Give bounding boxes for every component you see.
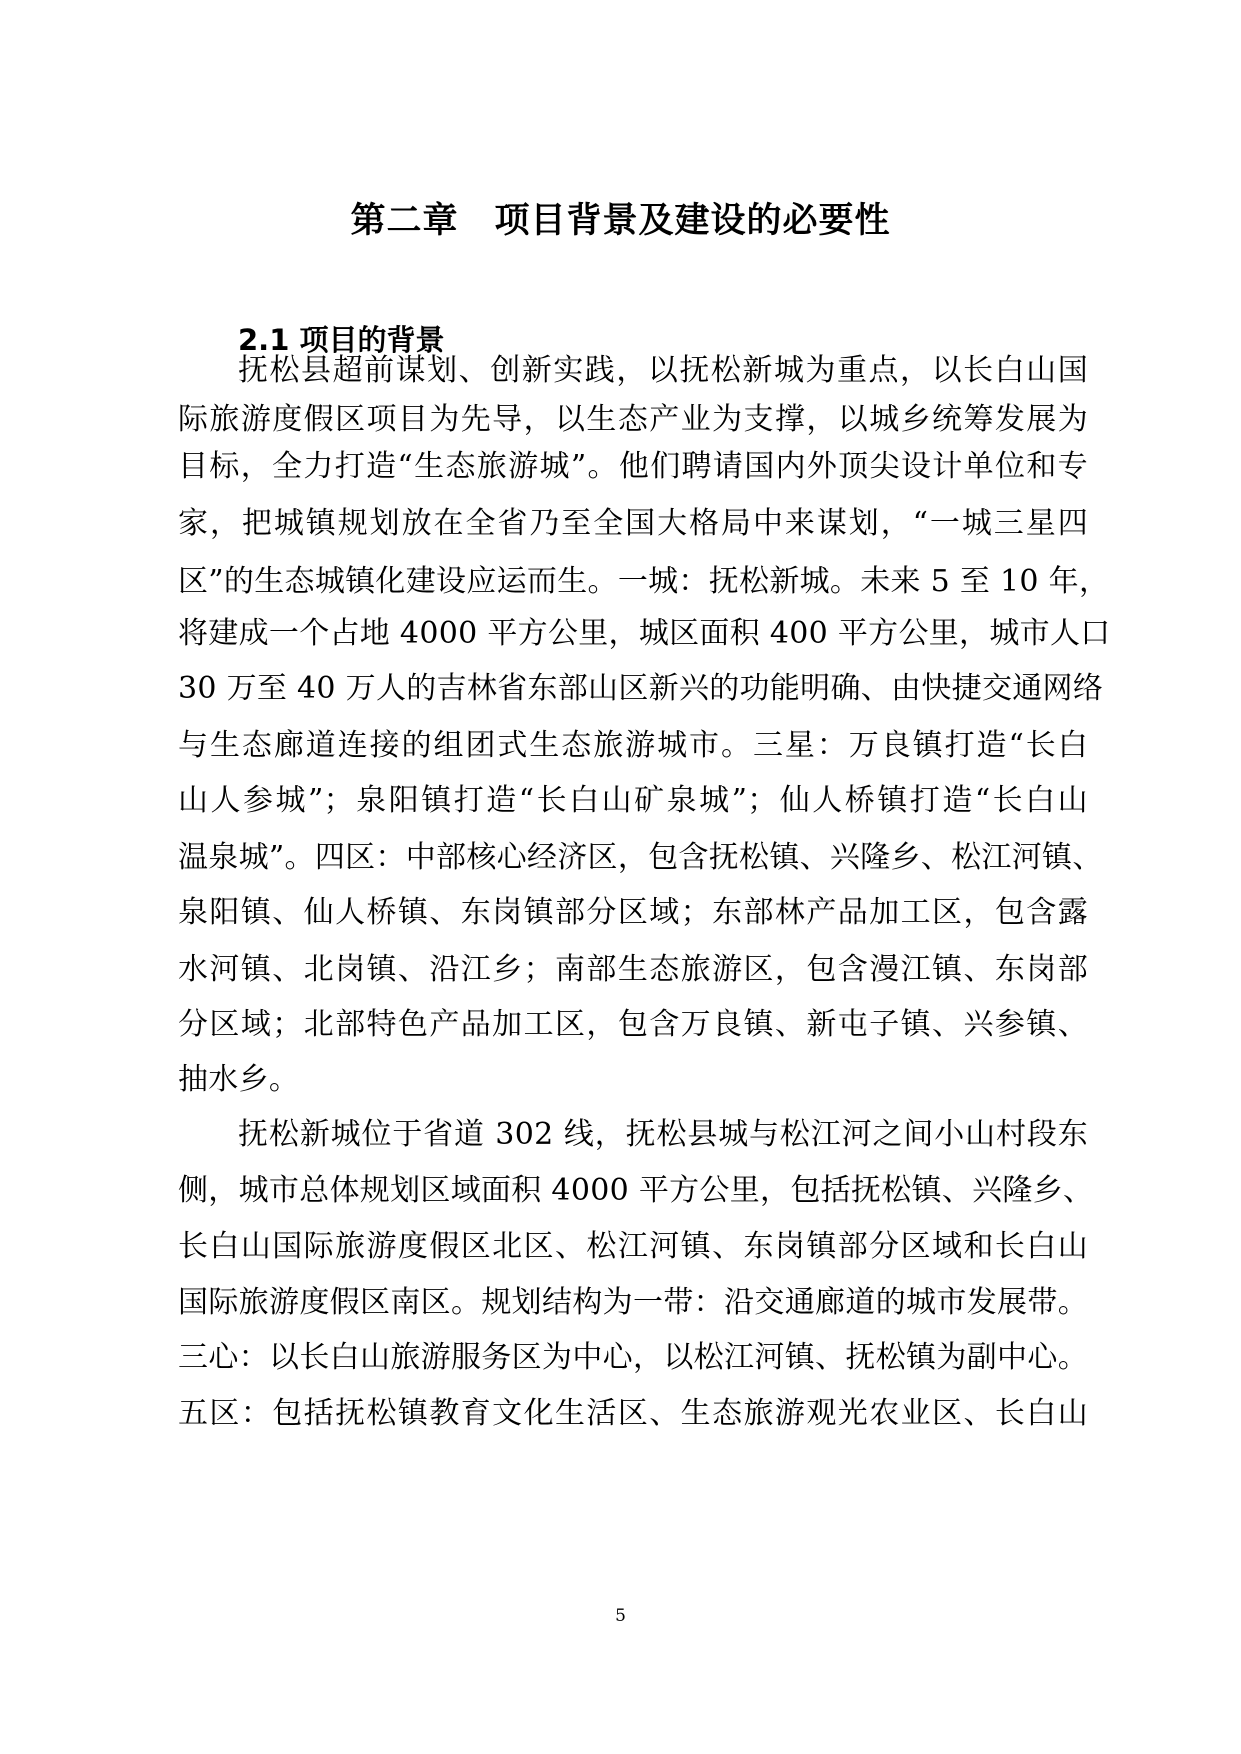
paragraph-line: 侧，城市总体规划区域面积 4000 平方公里，包括抚松镇、兴隆乡、: [178, 1173, 1094, 1208]
paragraph-line: 泉阳镇、仙人桥镇、东岗镇部分区域；东部林产品加工区，包含露: [178, 895, 1088, 930]
paragraph-line: 际旅游度假区项目为先导，以生态产业为支撑，以城乡统筹发展为: [178, 402, 1088, 437]
paragraph-line: 山人参城”；泉阳镇打造“长白山矿泉城”；仙人桥镇打造“长白山: [178, 783, 1088, 818]
paragraph-line: 水河镇、北岗镇、沿江乡；南部生态旅游区，包含漫江镇、东岗部: [178, 952, 1088, 987]
paragraph-line: 将建成一个占地 4000 平方公里，城区面积 400 平方公里，城市人口: [178, 616, 1111, 651]
paragraph-line: 与生态廊道连接的组团式生态旅游城市。三星：万良镇打造“长白: [178, 728, 1088, 763]
paragraph-line: 抽水乡。: [178, 1062, 300, 1097]
paragraph-line: 温泉城”。四区：中部核心经济区，包含抚松镇、兴隆乡、松江河镇、: [178, 840, 1103, 875]
paragraph-line: 抚松县超前谋划、创新实践，以抚松新城为重点，以长白山国: [238, 353, 1088, 388]
paragraph-line: 三心：以长白山旅游服务区为中心，以松江河镇、抚松镇为副中心。: [178, 1340, 1088, 1375]
paragraph-line: 30 万至 40 万人的吉林省东部山区新兴的功能明确、由快捷交通网络: [178, 671, 1104, 706]
paragraph-line: 分区域；北部特色产品加工区，包含万良镇、新屯子镇、兴参镇、: [178, 1007, 1088, 1042]
paragraph-line: 长白山国际旅游度假区北区、松江河镇、东岗镇部分区域和长白山: [178, 1229, 1088, 1264]
page-number: 5: [615, 1606, 626, 1626]
paragraph-line: 五区：包括抚松镇教育文化生活区、生态旅游观光农业区、长白山: [178, 1396, 1088, 1431]
chapter-title: 第二章 项目背景及建设的必要性: [350, 201, 891, 241]
paragraph-line: 国际旅游度假区南区。规划结构为一带：沿交通廊道的城市发展带。: [178, 1285, 1088, 1320]
section-heading: 2.1 项目的背景: [238, 323, 445, 357]
paragraph-line: 抚松新城位于省道 302 线，抚松县城与松江河之间小山村段东: [238, 1117, 1088, 1152]
paragraph-line: 目标，全力打造“生态旅游城”。他们聘请国内外顶尖设计单位和专: [178, 449, 1088, 484]
paragraph-line: 区”的生态城镇化建设应运而生。一城：抚松新城。未来 5 至 10 年，: [178, 564, 1110, 599]
paragraph-line: 家，把城镇规划放在全省乃至全国大格局中来谋划，“一城三星四: [178, 506, 1088, 541]
